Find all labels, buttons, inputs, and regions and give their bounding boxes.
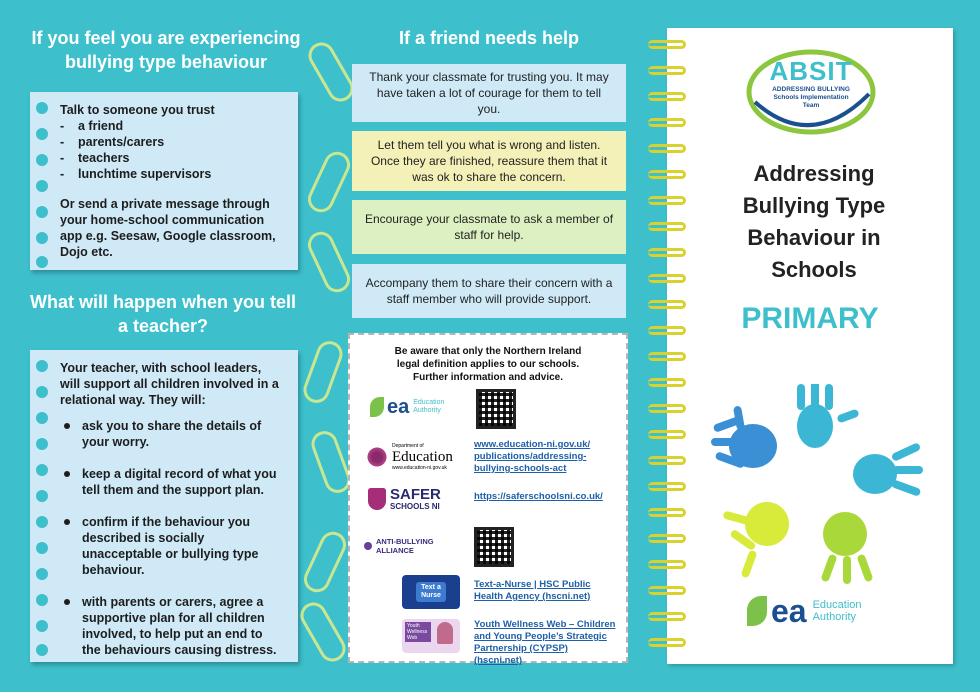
tip-box-listen <box>352 131 626 191</box>
ea-logo: ea Education Authority <box>747 594 862 628</box>
text-a-nurse-icon: Text a Nurse <box>402 575 460 609</box>
paperclip-decoration <box>300 528 351 597</box>
teacher-actions-list <box>60 418 284 658</box>
safer-schools-logo: SAFER SCHOOLS NI <box>368 487 441 511</box>
doe-logo: Department of Education www.education-ni.gov.uk <box>366 443 453 471</box>
text-a-nurse-link[interactable]: Text-a-Nurse | HSC Public Health Agency (hscni.net) <box>474 579 591 602</box>
paperclip-decoration <box>304 148 355 217</box>
tip-text: Encourage your classmate to ask a member of staff for help. <box>364 212 614 242</box>
note-holes <box>36 92 52 270</box>
heading-experiencing-bullying: If you feel you are experiencing bullying type behaviour <box>31 28 301 72</box>
list-item: - parents/carers <box>60 134 288 150</box>
doe-crest-icon <box>366 446 388 468</box>
ea-leaf-icon <box>747 596 767 626</box>
heading-what-will-happen: What will happen when you tell a teacher? <box>29 292 296 336</box>
anti-bullying-alliance-logo: ANTI-BULLYING ALLIANCE <box>364 537 460 555</box>
youth-wellness-web-icon: Youth Wellness Web <box>402 619 460 653</box>
heading-friend-needs-help: If a friend needs help <box>398 28 580 48</box>
shield-icon <box>368 488 386 510</box>
list-item: confirm if the behaviour you described is socially unacceptable or bullying type behaviour. <box>60 514 284 578</box>
qr-code[interactable] <box>476 389 516 429</box>
doe-link[interactable]: www.education-ni.gov.uk/ publications/addressing-bullying-schools-act <box>474 439 591 474</box>
spiral-binding <box>648 40 688 660</box>
paperclip-decoration <box>296 598 351 666</box>
note-holes <box>36 350 52 662</box>
absit-logo: ABSIT ADDRESSING BULLYING Schools Implementation Team <box>745 42 877 138</box>
tip-box-accompany <box>352 264 626 318</box>
cover-title: Addressing Bullying Type Behaviour in Schools <box>742 161 886 282</box>
safer-schools-link[interactable]: https://saferschoolsni.co.uk/ <box>474 491 603 502</box>
ea-logo: ea Education Authority <box>370 397 453 417</box>
note-talk-to-someone <box>30 92 298 270</box>
tip-text: Let them tell you what is wrong and listen. Once they are finished, reassure them that it was ok to share the concern. <box>370 138 608 184</box>
handprints-illustration <box>705 384 925 584</box>
qr-code[interactable] <box>474 527 514 567</box>
teacher-intro: Your teacher, with school leaders, will support all children involved in a relational way. They will: <box>60 361 279 407</box>
further-info-panel <box>348 333 628 666</box>
info-heading: Be aware that only the Northern Ireland legal definition applies to our schools. Further information and advice. <box>394 346 582 383</box>
trusted-people-list <box>60 118 288 182</box>
tip-text: Accompany them to share their concern with a staff member who will provide support. <box>365 276 613 306</box>
note-teacher-support <box>30 350 298 662</box>
list-item: ask you to share the details of your worry. <box>60 418 284 450</box>
tip-text: Thank your classmate for trusting you. It may have taken a lot of courage for them to tell you. <box>369 70 609 116</box>
list-item: - a friend <box>60 118 288 134</box>
cover-subtitle: PRIMARY <box>741 302 879 335</box>
tip-box-encourage <box>352 200 626 254</box>
tip-box-thank <box>352 64 626 122</box>
ea-leaf-icon <box>370 397 384 417</box>
private-message-text: Or send a private message through your home-school communication app e.g. Seesaw, Google classroom, Dojo etc. <box>60 197 276 259</box>
talk-intro: Talk to someone you trust <box>60 103 215 117</box>
list-item: - teachers <box>60 150 288 166</box>
cover-page <box>667 28 953 664</box>
list-item: with parents or carers, agree a supportive plan for all children involved, to help put an end to the behaviours causing distress. <box>60 594 284 658</box>
paperclip-decoration <box>304 228 355 297</box>
youth-wellness-link[interactable]: Youth Wellness Web – Children and Young People’s Strategic Partnership (CYPSP) (hscni.net) <box>474 619 616 666</box>
list-item: keep a digital record of what you tell them and the support plan. <box>60 466 284 498</box>
person-icon <box>437 622 453 644</box>
paperclip-decoration <box>300 337 346 406</box>
list-item: - lunchtime supervisors <box>60 166 288 182</box>
aba-icon <box>364 542 372 550</box>
